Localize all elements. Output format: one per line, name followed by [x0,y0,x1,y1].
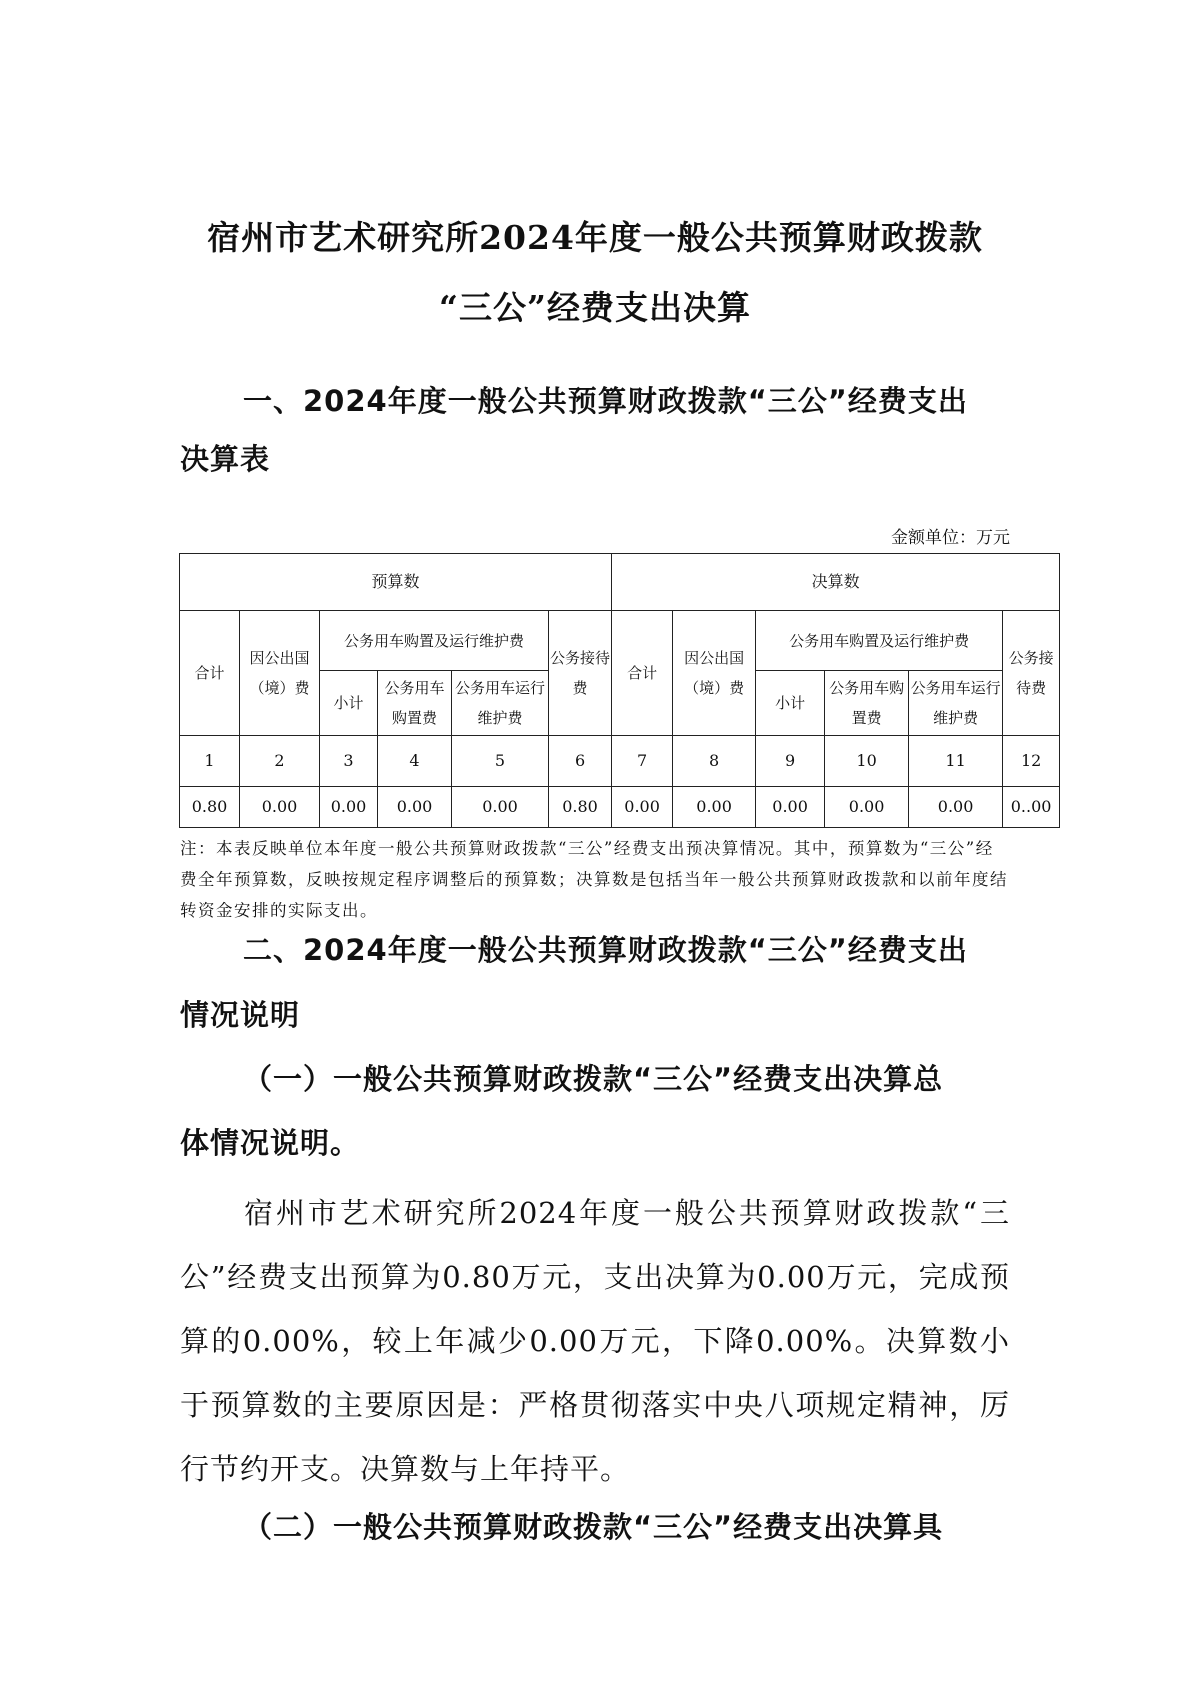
value-cell: 0.00 [756,787,825,828]
budget-group-header: 预算数 [180,554,612,611]
subsection1-heading-line2: 体情况说明。 [180,1126,361,1160]
document-title-line1: 宿州市艺术研究所2024年度一般公共预算财政拨款 [207,218,983,257]
final-abroad-header: 因公出国（境）费 [673,611,756,736]
table-note: 注：本表反映单位本年度一般公共预算财政拨款“三公”经费支出预决算情况。其中，预算数为“三公”经费全年预算数，反映按规定程序调整后的预算数；决算数是包括当年一般公共预算财政拨款和以前年度结转资金安排的实际支出。 [180,839,1008,920]
budget-vehicle-header: 公务用车购置及运行维护费 [320,611,549,671]
column-number-cell: 3 [320,736,378,787]
column-number-cell: 2 [240,736,320,787]
subsection2-heading-line1: （二）一般公共预算财政拨款“三公”经费支出决算具 [243,1510,944,1544]
overview-paragraph: 宿州市艺术研究所2024年度一般公共预算财政拨款“三公”经费支出预算为0.80万元，支出决算为0.00万元，完成预算的0.00%，较上年减少0.00万元，下降0.00%。决算数小于预算数的主要原因是：严格贯彻落实中央八项规定精神，厉行节约开支。决算数与上年持平。 [180,1196,1010,1486]
table-header-row-top [180,554,1060,611]
document-title-line2: “三公”经费支出决算 [439,288,751,327]
column-number-cell: 1 [180,736,240,787]
budget-abroad-header: 因公出国（境）费 [240,611,320,736]
final-subtotal-header: 小计 [756,671,825,736]
value-cell: 0.00 [240,787,320,828]
section1-heading-line2: 决算表 [180,442,271,476]
column-number-cell: 9 [756,736,825,787]
value-cell: 0.00 [673,787,756,828]
amount-unit-label: 金额单位：万元 [891,528,1010,548]
section2-heading-line2: 情况说明 [180,998,301,1032]
value-cell: 0.00 [612,787,673,828]
column-number-cell: 5 [452,736,549,787]
budget-vehicle-operation-header: 公务用车运行维护费 [452,671,549,736]
final-vehicle-header: 公务用车购置及运行维护费 [756,611,1003,671]
section1-heading-line1: 一、2024年度一般公共预算财政拨款“三公”经费支出 [243,384,968,418]
table-value-row [180,787,1060,828]
value-cell: 0.00 [378,787,452,828]
final-total-header: 合计 [612,611,673,736]
value-cell: 0.00 [320,787,378,828]
final-vehicle-operation-header: 公务用车运行维护费 [909,671,1003,736]
column-number-cell: 4 [378,736,452,787]
column-number-cell: 7 [612,736,673,787]
value-cell: 0.00 [909,787,1003,828]
final-vehicle-purchase-header: 公务用车购置费 [825,671,909,736]
final-reception-header: 公务接待费 [1003,611,1060,736]
budget-reception-header: 公务接待费 [549,611,612,736]
table-column-number-row [180,736,1060,787]
budget-subtotal-header: 小计 [320,671,378,736]
final-group-header: 决算数 [612,554,1060,611]
column-number-cell: 10 [825,736,909,787]
value-cell: 0.80 [180,787,240,828]
three-public-expenses-table [179,553,1060,828]
column-number-cell: 6 [549,736,612,787]
value-cell: 0.80 [549,787,612,828]
subsection1-heading-line1: （一）一般公共预算财政拨款“三公”经费支出决算总 [243,1062,944,1096]
table-header-row-middle [180,611,1060,671]
section2-heading-line1: 二、2024年度一般公共预算财政拨款“三公”经费支出 [243,933,968,967]
value-cell: 0.00 [825,787,909,828]
column-number-cell: 8 [673,736,756,787]
value-cell: 0..00 [1003,787,1060,828]
budget-total-header: 合计 [180,611,240,736]
budget-vehicle-purchase-header: 公务用车购置费 [378,671,452,736]
value-cell: 0.00 [452,787,549,828]
column-number-cell: 11 [909,736,1003,787]
column-number-cell: 12 [1003,736,1060,787]
